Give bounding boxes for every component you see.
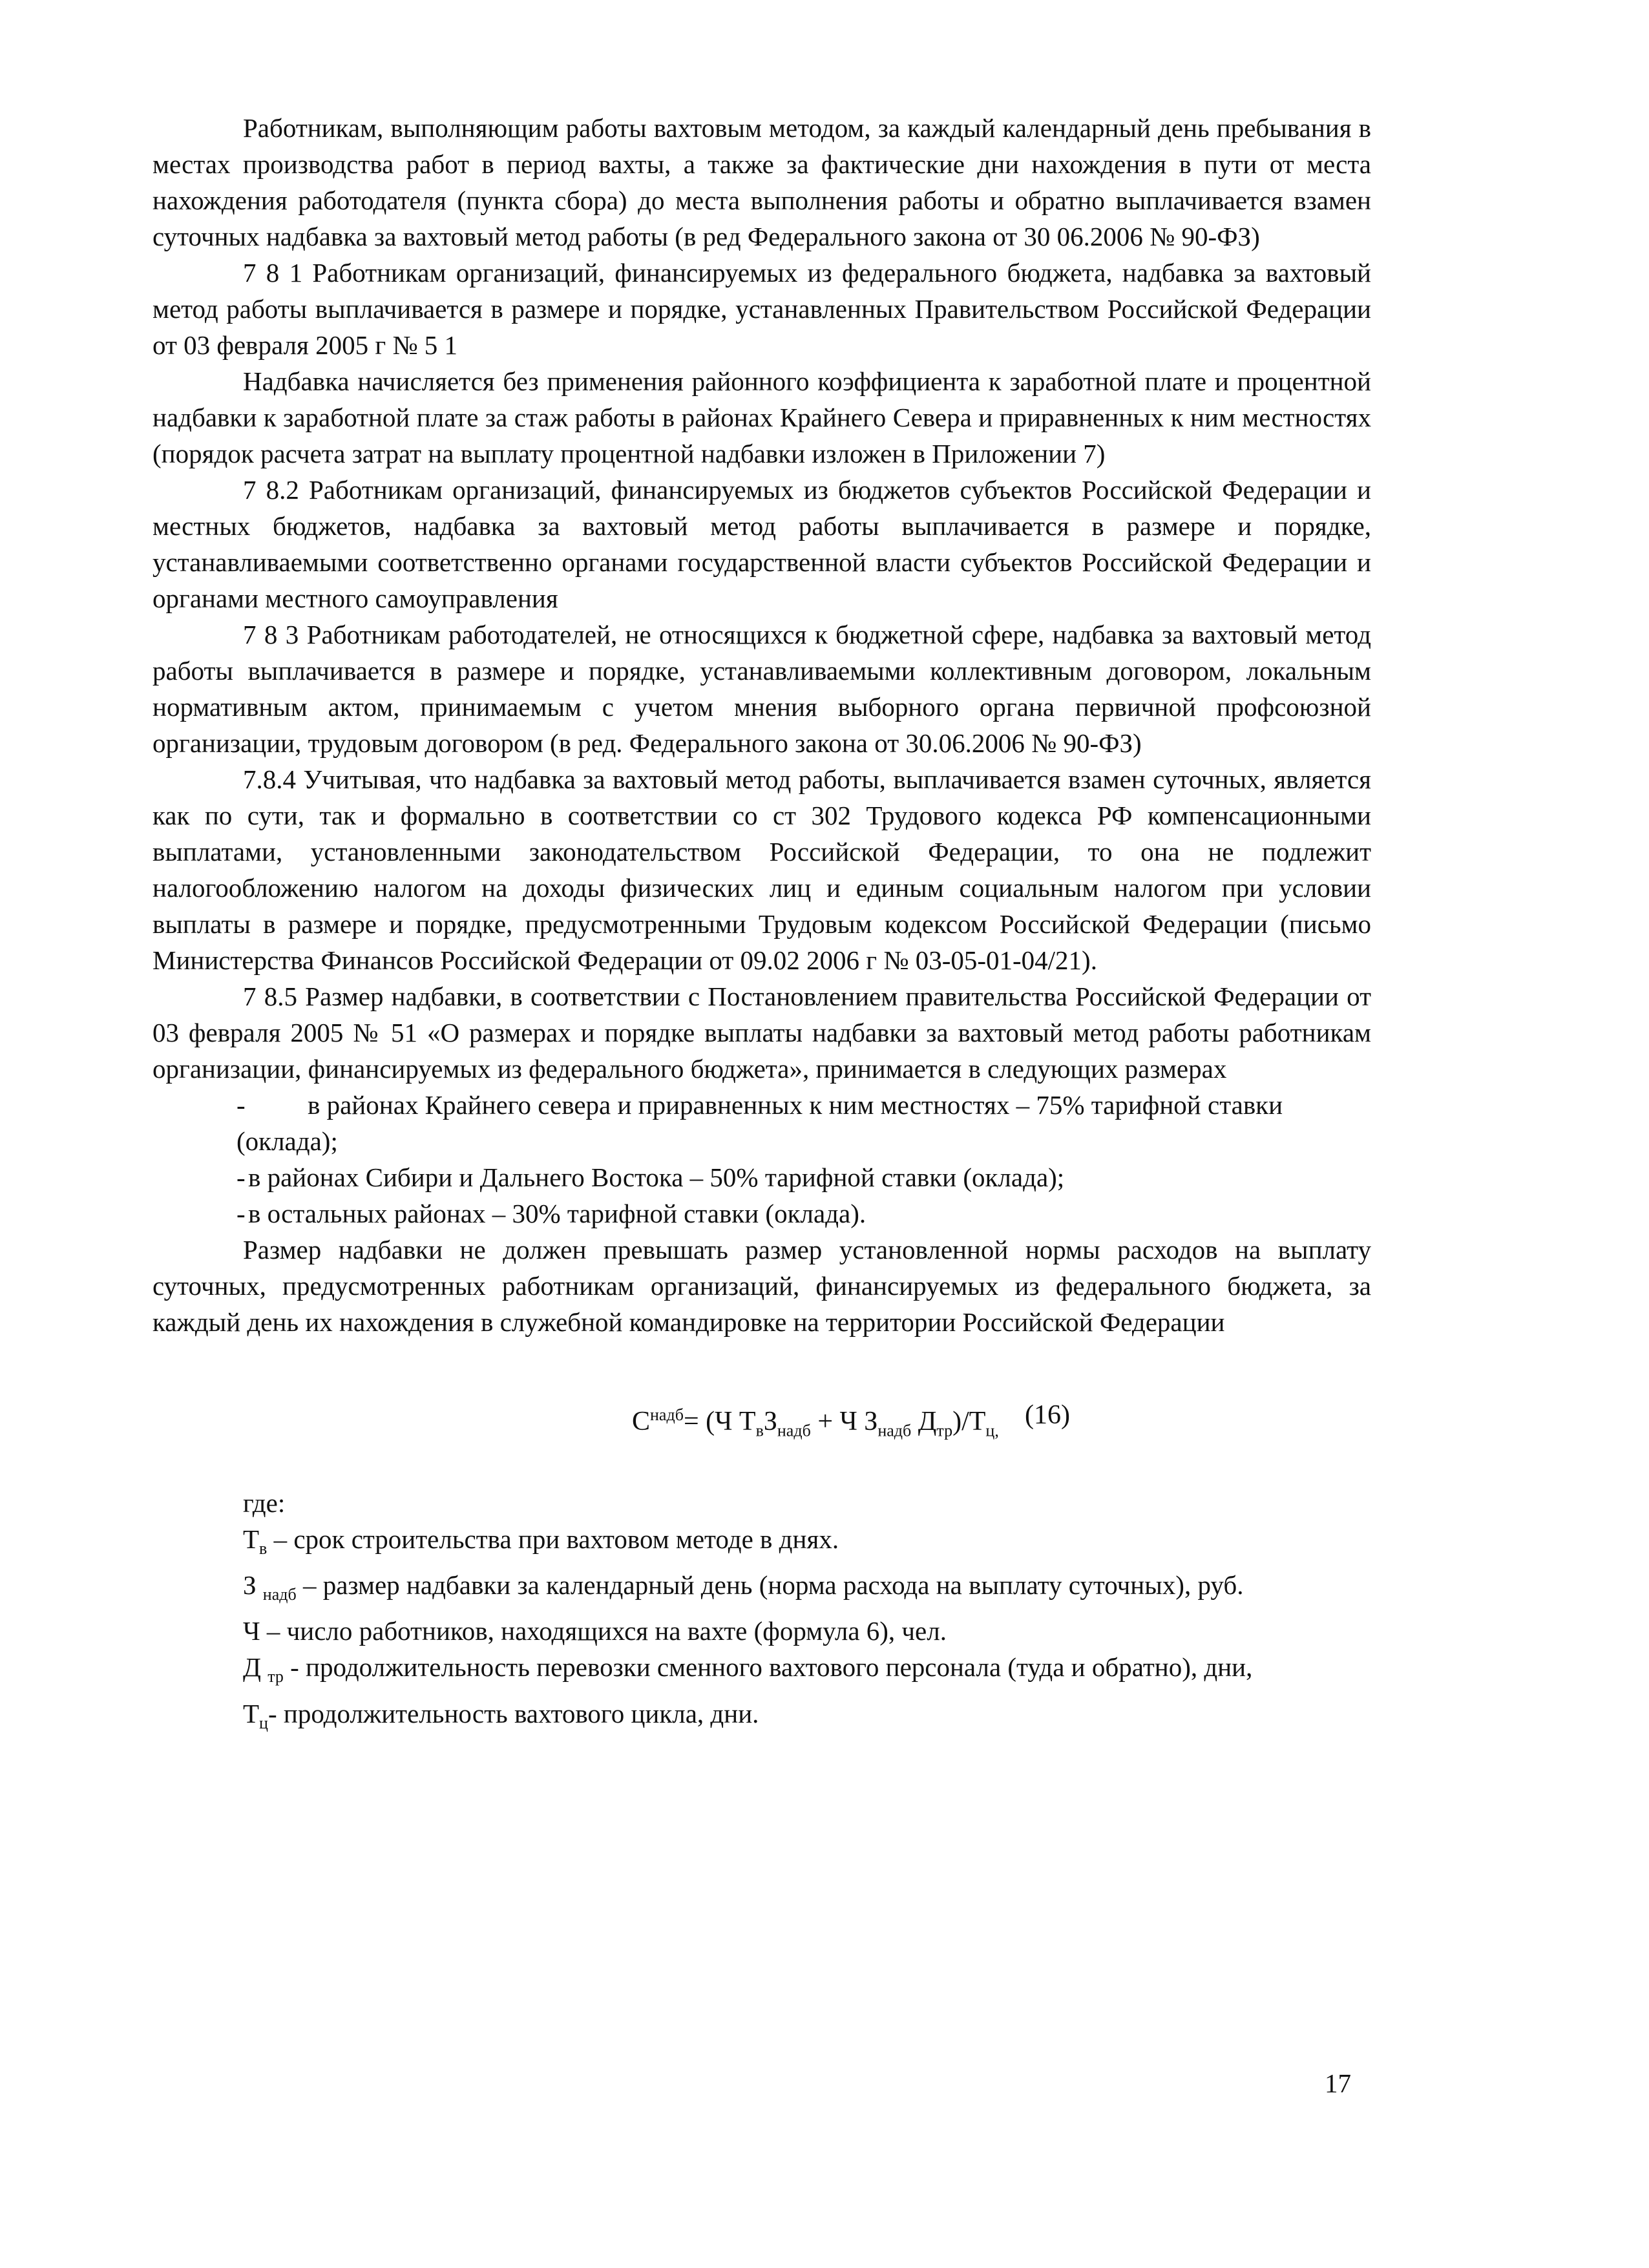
list-item-other-regions xyxy=(152,1195,1371,1232)
definition-tc: $Т_ц-$ продолжительность вахтового цикла, дни. xyxy=(243,1698,759,1732)
formula-number: (16) xyxy=(1025,1400,1070,1430)
list-item-text: в районах Крайнего севера и приравненных к ним местностях – 75% тарифной ставки (оклада); xyxy=(236,1090,1283,1156)
definition-tv: $Т_в$ – срок строительства при вахтовом методе в днях. xyxy=(243,1524,839,1559)
list-dash: - xyxy=(236,1199,246,1228)
list-dash: - xyxy=(236,1090,246,1120)
paragraph-limit: Размер надбавки не должен превышать размер установленной нормы расходов на выплату суточных, предусмотренных работникам организаций, финансируемых из федерального бюджета, за каждый день их нахождения в служебной командировке на территории Российской Федерации xyxy=(152,1235,1371,1337)
list-item-text: в остальных районах – 30% тарифной ставки (оклада). xyxy=(248,1199,867,1228)
definitions-where: где: xyxy=(243,1488,286,1518)
definition-d-tr: Д $_{тр}$ - продолжительность перевозки сменного вахтового персонала (туда и обратно), дни, xyxy=(243,1652,1253,1686)
paragraph-7-8-4: 7.8.4 Учитывая, что надбавка за вахтовый метод работы, выплачивается взамен суточных, является как по сути, так и формально в соответствии со ст 302 Трудового кодекса РФ компенсационными выплатами, установленными законодательством Российской Федерации, то она не подлежит налогообложению налогом на доходы физических лиц и единым социальным налогом при условии выплаты в размере и порядке, предусмотренными Трудовым кодексом Российской Федерации (письмо Министерства Финансов Российской Федерации от 09.02 2006 г № 03-05-01-04/21). xyxy=(152,764,1371,975)
list-item-text: в районах Сибири и Дальнего Востока – 50% тарифной ставки (оклада); xyxy=(248,1162,1065,1192)
paragraph-7-8-1: 7 8 1 Работникам организаций, финансируемых из федерального бюджета, надбавка за вахтовый метод работы выплачивается в размере и порядке, устанавленных Правительством Российской Федерации от 03 февраля 2005 г № 5 1 xyxy=(152,258,1371,360)
paragraph-1: Работникам, выполняющим работы вахтовым методом, за каждый календарный день пребывания в местах производства работ в период вахты, а также за фактические дни нахождения в пути от места нахождения работодателя (пункта сбора) до места выполнения работы и обратно выплачивается взамен суточных надбавка за вахтовый метод работы (в ред Федерального закона от 30 06.2006 № 90-ФЗ) xyxy=(152,113,1371,251)
paragraph-nadbavka: Надбавка начисляется без применения районного коэффициента к заработной плате и процентной надбавки к заработной плате за стаж работы в районах Крайнего Севера и приравненных к ним местностях (порядок расчета затрат на выплату процентной надбавки изложен в Приложении 7) xyxy=(152,366,1371,468)
paragraph-7-8-3: 7 8 3 Работникам работодателей, не относящихся к бюджетной сфере, надбавка за вахтовый метод работы выплачивается в размере и порядке, устанавливаемыми коллективным договором, локальным нормативным актом, принимаемым с учетом мнения выборного органа первичной профсоюзной организации, трудовым договором (в ред. Федерального закона от 30.06.2006 № 90-ФЗ) xyxy=(152,620,1371,758)
definition-z-nadb: З $_{надб}$ – размер надбавки за календарный день (норма расхода на выплату суточных), руб. xyxy=(243,1570,1244,1604)
formula-expression: $С^{надб}= (Ч$ $Т_вЗ_{надб} + Ч$ $З_{надб}$ $Д_{тр})/Т_{ц,}$ xyxy=(632,1405,999,1440)
list-dash: - xyxy=(236,1162,246,1192)
list-item-siberia xyxy=(152,1159,1371,1195)
paragraph-7-8-5: 7 8.5 Размер надбавки, в соответствии с Постановлением правительства Российской Федерации от 03 февраля 2005 № 51 «О размерах и порядке выплаты надбавки за вахтовый метод работы работникам организации, финансируемых из федерального бюджета», принимается в следующих размерах xyxy=(152,982,1371,1084)
page-number: 17 xyxy=(1325,2068,1351,2098)
document-body xyxy=(152,110,1371,1741)
list-item-far-north xyxy=(152,1087,1371,1159)
definition-ch: Ч – число работников, находящихся на вахте (формула 6), чел. xyxy=(243,1616,947,1646)
paragraph-7-8-2: 7 8.2 Работникам организаций, финансируемых из бюджетов субъектов Российской Федерации и местных бюджетов, надбавка за вахтовый метод работы выплачивается в размере и порядке, устанавливаемыми соответственно органами государственной власти субъектов Российской Федерации и органами местного самоуправления xyxy=(152,475,1371,613)
formula-16 xyxy=(152,1385,1371,1456)
